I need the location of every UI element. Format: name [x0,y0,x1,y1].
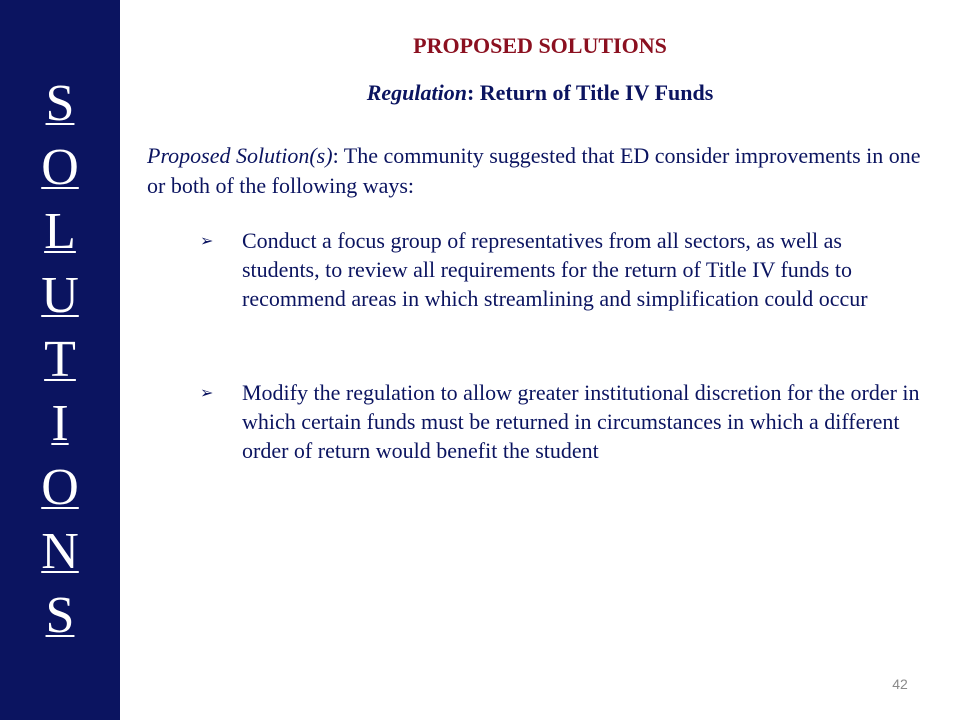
sidebar-letter: O [41,459,79,516]
intro-paragraph [147,141,937,201]
slide-title: PROPOSED SOLUTIONS [413,33,667,58]
bullet-text: Modify the regulation to allow greater institutional discretion for the order in which certain funds must be returned in circumstances in which a different order of return would benefit the student [242,380,920,463]
arrow-bullet-icon: ➢ [200,231,214,250]
bullet-item [200,226,920,313]
sidebar-vertical-word [0,72,120,648]
bullet-text: Conduct a focus group of representatives from all sectors, as well as students, to review all requirements for the return of Title IV funds to recommend areas in which streamlining and simplification could occur [242,228,868,311]
intro-rest: : The community suggested that ED consider improvements in one or both of the following ways: [147,143,921,198]
sidebar-letter: S [45,587,75,644]
sidebar-letter: I [51,395,69,452]
sidebar-letter: U [41,267,79,324]
arrow-bullet-icon: ➢ [200,383,214,402]
sidebar [0,0,120,720]
sidebar-letter: O [41,139,79,196]
sidebar-letter: S [45,75,75,132]
sidebar-letter: L [44,203,76,260]
subtitle-italic: Regulation [366,80,467,105]
subtitle-rest: : Return of Title IV Funds [466,80,714,105]
bullet-item [200,378,920,465]
intro-italic: Proposed Solution(s) [147,143,333,168]
sidebar-letter: T [44,331,76,388]
page-number: 42 [892,676,908,692]
slide-subtitle [120,80,960,106]
sidebar-letter: N [41,523,79,580]
